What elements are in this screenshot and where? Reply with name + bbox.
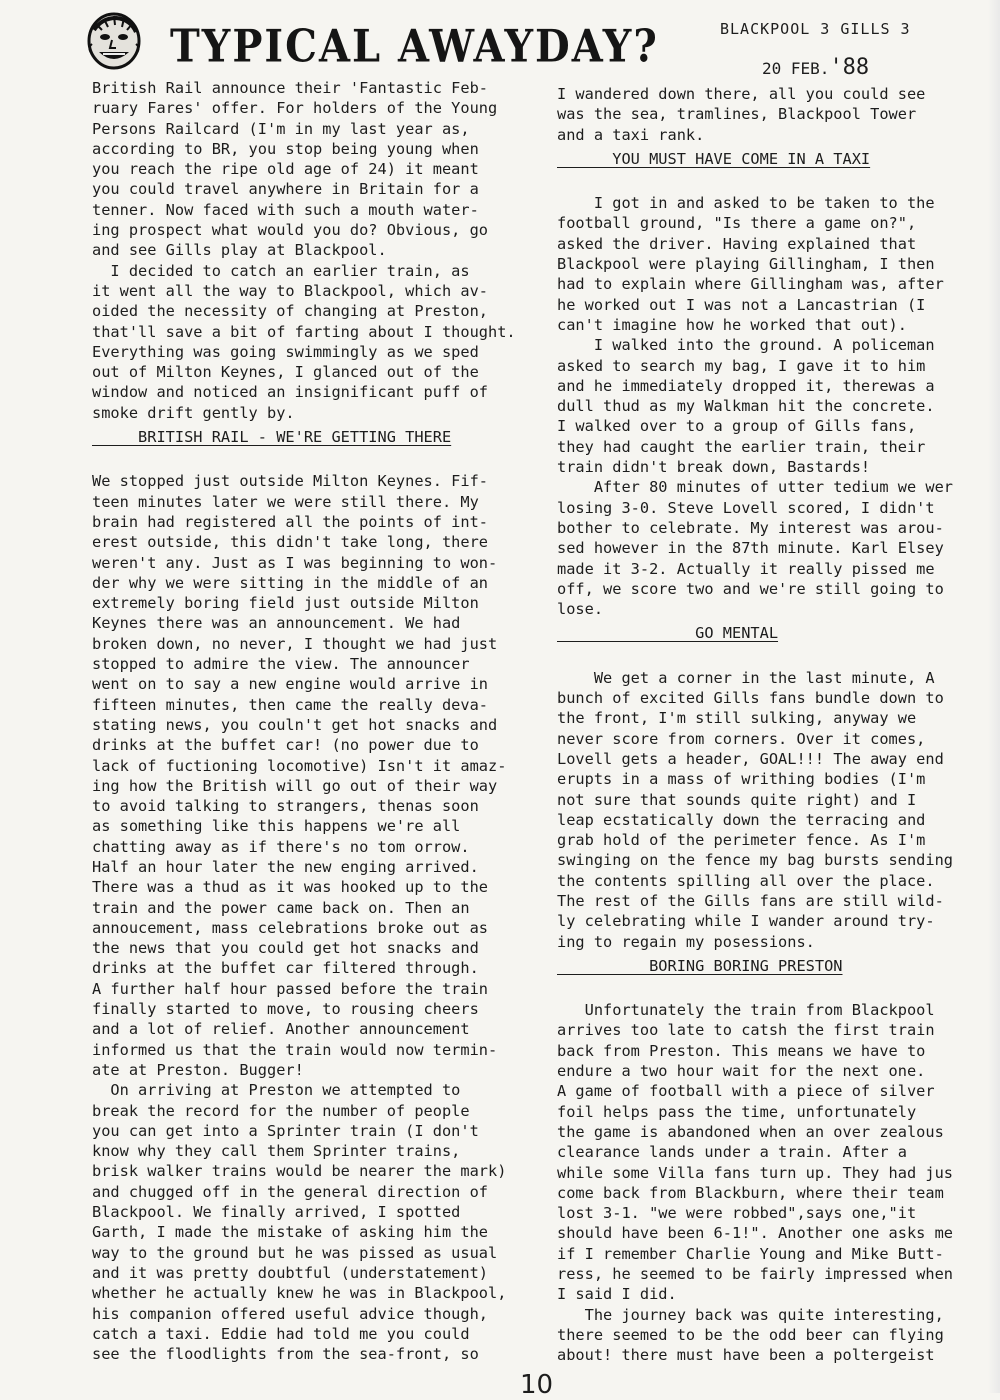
article-text-line: Persons Railcard (I'm in my last year as, (92, 119, 470, 138)
article-text-line: Lovell gets a header, GOAL!!! The away end (557, 749, 944, 768)
article-text-line: endure a two hour wait for the next one. (557, 1062, 926, 1081)
article-text-line: There was a thud as it was hooked up to the (92, 878, 489, 897)
article-text-line: made it 3-2. Actually it really pissed me (557, 559, 935, 578)
article-text-line: chatting away as if there's no tom orrow. (92, 837, 470, 856)
article-text-line: you could travel anywhere in Britain for a (92, 180, 479, 199)
article-text-line: finally started to move, to rousing cheers (92, 1000, 479, 1019)
article-text-line: to avoid talking to strangers, thenas soon (92, 797, 479, 816)
article-text-line: drinks at the buffet car! (no power due to (92, 736, 479, 755)
article-text-line: train didn't break down, Bastards! (557, 458, 871, 477)
article-text-line: went on to say a new engine would arrive in (92, 675, 489, 694)
article-text-line: ly celebrating while I wander around try- (557, 912, 935, 931)
article-text-line: drinks at the buffet car filtered through. (92, 959, 479, 978)
article-text-line: erest outside, this didn't take long, there (92, 533, 489, 552)
article-text-line: he worked out I was not a Lancastrian (I (557, 295, 926, 314)
article-text-line: should have been 6-1!". Another one asks me (557, 1224, 954, 1243)
article-text-line: you reach the ripe old age of 24) it meant (92, 160, 479, 179)
right-column (557, 84, 997, 1366)
article-text-line: asked the driver. Having explained that (557, 234, 917, 253)
article-text-line: fifteen minutes, then came the really deva- (92, 695, 489, 714)
article-text-line: break the record for the number of people (92, 1101, 470, 1120)
article-text-line: had to explain where Gillingham was, after (557, 275, 944, 294)
article-text-line: there seemed to be the odd beer can flying (557, 1325, 944, 1344)
article-text-line: and chugged off in the general direction of (92, 1182, 489, 1201)
article-text-line: bother to celebrate. My interest was arou- (557, 518, 944, 537)
article-text-line: erupts in a mass of writhing bodies (I'm (557, 770, 926, 789)
article-text-line: losing 3-0. Steve Lovell scored, I didn't (557, 498, 935, 517)
article-text-line: about! there must have been a poltergeist (557, 1346, 935, 1365)
article-text-line: I got in and asked to be taken to the (557, 194, 935, 213)
article-text-line: annoucement, mass celebrations broke out as (92, 918, 489, 937)
article-text-line: way to the ground but he was pissed as usual (92, 1243, 498, 1262)
article-text-line: Keynes there was an announcement. We had (92, 614, 461, 633)
article-text-line: according to BR, you stop being young when (92, 139, 479, 158)
article-text-line: his companion offered useful advice though, (92, 1304, 489, 1323)
article-text-line: A further half hour passed before the train (92, 979, 489, 998)
section-heading: GO MENTAL (557, 624, 779, 643)
match-date (762, 55, 869, 80)
article-text-line: We stopped just outside Milton Keynes. Fif- (92, 472, 489, 491)
article-text-line: tenner. Now faced with such a mouth water- (92, 200, 479, 219)
article-text-line: leap ecstatically down the terracing and (557, 810, 926, 829)
article-text-line: and see Gills play at Blackpool. (92, 241, 387, 260)
article-text-line: Unfortunately the train from Blackpool (557, 1001, 935, 1020)
article-text-line: broken down, no never, I thought we had just (92, 634, 498, 653)
article-text-line: I walked into the ground. A policeman (557, 336, 935, 355)
section-heading: BRITISH RAIL - WE'RE GETTING THERE (92, 428, 452, 447)
article-text-line: informed us that the train would now termin- (92, 1040, 498, 1059)
article-text-line: can't imagine how he worked that out). (557, 315, 907, 334)
page-edge-shadow (988, 0, 1000, 1393)
article-text-line: come back from Blackburn, where their team (557, 1183, 944, 1202)
article-text-line: We get a corner in the last minute, A (557, 668, 935, 687)
match-date-year: '88 (829, 55, 870, 80)
article-text-line: lack of fuctioning locomotive) Isn't it amaz- (92, 756, 507, 775)
article-text-line: brisk walker trains would be nearer the mark) (92, 1162, 507, 1181)
article-text-line: it went all the way to Blackpool, which av- (92, 281, 489, 300)
article-text-line: British Rail announce their 'Fantastic Feb- (92, 79, 489, 97)
article-text-line: and a taxi rank. (557, 125, 705, 144)
article-text-line: the news that you could get hot snacks and (92, 939, 479, 958)
page-title: TYPICAL AWAYDAY? (170, 20, 659, 73)
article-text-line: dull thud as my Walkman hit the concrete. (557, 397, 935, 416)
article-text-line: The rest of the Gills fans are still wild- (557, 891, 944, 910)
article-text-line: After 80 minutes of utter tedium we wer (557, 478, 954, 497)
article-text-line: the front, I'm still sulking, anyway we (557, 709, 917, 728)
article-text-line: that'll save a bit of farting about I thought. (92, 322, 516, 341)
left-column (92, 78, 542, 1364)
match-date-day: 20 FEB. (762, 59, 830, 78)
match-score: BLACKPOOL 3 GILLS 3 (720, 20, 911, 38)
article-text-line: never score from corners. Over it comes, (557, 729, 926, 748)
article-text-line: swinging on the fence my bag bursts sending (557, 851, 954, 870)
article-text-line: extremely boring field just outside Milton (92, 594, 479, 613)
article-text-line: lose. (557, 600, 604, 619)
article-text-line: The journey back was quite interesting, (557, 1305, 944, 1324)
article-text-line: bunch of excited Gills fans bundle down to (557, 689, 944, 708)
article-text-line: as something like this happens we're all (92, 817, 461, 836)
article-text-line: der why we were sitting in the middle of an (92, 573, 489, 592)
article-text-line: smoke drift gently by. (92, 403, 295, 422)
article-text-line: A game of football with a piece of silver (557, 1082, 935, 1101)
article-text-line: Half an hour later the new enging arrived. (92, 857, 479, 876)
article-text-line: foil helps pass the time, unfortunately (557, 1102, 917, 1121)
article-text-line: catch a taxi. Eddie had told me you could (92, 1324, 470, 1343)
section-heading: YOU MUST HAVE COME IN A TAXI (557, 149, 871, 168)
article-text-line: clearance lands under a train. After a (557, 1143, 907, 1162)
article-text-line: Blackpool were playing Gillingham, I then (557, 255, 935, 274)
article-text-line: and it was pretty doubtful (understatement) (92, 1263, 489, 1282)
article-text-line: teen minutes later we were still there. My (92, 492, 479, 511)
article-text-line: oided the necessity of changing at Preston, (92, 302, 489, 321)
article-text-line: the game is abandoned when an over zealous (557, 1122, 944, 1141)
article-text-line: know why they call them Sprinter trains, (92, 1142, 461, 1161)
article-text-line: On arriving at Preston we attempted to (92, 1081, 461, 1100)
article-text-line: out of Milton Keynes, I glanced out of the (92, 363, 479, 382)
article-text-line: Blackpool. We finally arrived, I spotted (92, 1203, 461, 1222)
article-text-line: ruary Fares' offer. For holders of the Young (92, 99, 498, 118)
section-heading: BORING BORING PRESTON (557, 956, 843, 975)
article-text-line: ate at Preston. Bugger! (92, 1060, 304, 1079)
article-text-line: asked to search my bag, I gave it to him (557, 356, 926, 375)
article-text-line: if I remember Charlie Young and Mike Butt- (557, 1244, 944, 1263)
page-number: 10 (520, 1370, 554, 1400)
article-text-line: was the sea, tramlines, Blackpool Tower (557, 105, 917, 124)
article-text-line: whether he actually knew he was in Blackpool, (92, 1284, 507, 1303)
article-text-line: and he immediately dropped it, therewas a (557, 376, 935, 395)
article-text-line: ing to regain my posessions. (557, 932, 815, 951)
article-text-line: not sure that sounds quite right) and I (557, 790, 917, 809)
article-text-line: and a lot of relief. Another announcement (92, 1020, 470, 1039)
article-text-line: grab hold of the perimeter fence. As I'm (557, 831, 926, 850)
article-text-line: arrives too late to catsh the first train (557, 1021, 935, 1040)
article-text-line: weren't any. Just as I was beginning to won- (92, 553, 498, 572)
article-text-line: stating news, you couln't get hot snacks and (92, 715, 498, 734)
article-text-line: ing prospect what would you do? Obvious, go (92, 221, 489, 240)
article-text-line: Everything was going swimmingly as we sped (92, 342, 479, 361)
article-text-line: back from Preston. This means we have to (557, 1041, 926, 1060)
article-text-line: train and the power came back on. Then an (92, 898, 470, 917)
article-text-line: sed however in the 87th minute. Karl Elsey (557, 539, 944, 558)
article-text-line: I walked over to a group of Gills fans, (557, 417, 917, 436)
article-text-line: stopped to admire the view. The announcer (92, 655, 470, 674)
article-text-line: I said I did. (557, 1285, 677, 1304)
article-text-line: lost 3-1. "we were robbed",says one,"it (557, 1204, 917, 1223)
article-text-line: the contents spilling all over the place. (557, 871, 935, 890)
article-text-line: window and noticed an insignificant puff of (92, 383, 489, 402)
article-text-line: off, we score two and we're still going to (557, 579, 944, 598)
article-text-line: ing how the British will go out of their way (92, 776, 498, 795)
article-text-line: I wandered down there, all you could see (557, 85, 926, 103)
article-text-line: you can get into a Sprinter train (I don't (92, 1121, 479, 1140)
article-text-line: see the floodlights from the sea-front, so (92, 1345, 479, 1364)
article-text-line: football ground, "Is there a game on?", (557, 214, 917, 233)
article-text-line: brain had registered all the points of int- (92, 512, 489, 531)
article-text-line: Garth, I made the mistake of asking him the (92, 1223, 489, 1242)
article-text-line: they had caught the earlier train, their (557, 437, 926, 456)
grinning-face-caricature-icon (84, 10, 144, 72)
article-text-line: while some Villa fans turn up. They had jus (557, 1163, 954, 1182)
article-text-line: ress, he seemed to be fairly impressed when (557, 1265, 954, 1284)
article-text-line: I decided to catch an earlier train, as (92, 261, 470, 280)
